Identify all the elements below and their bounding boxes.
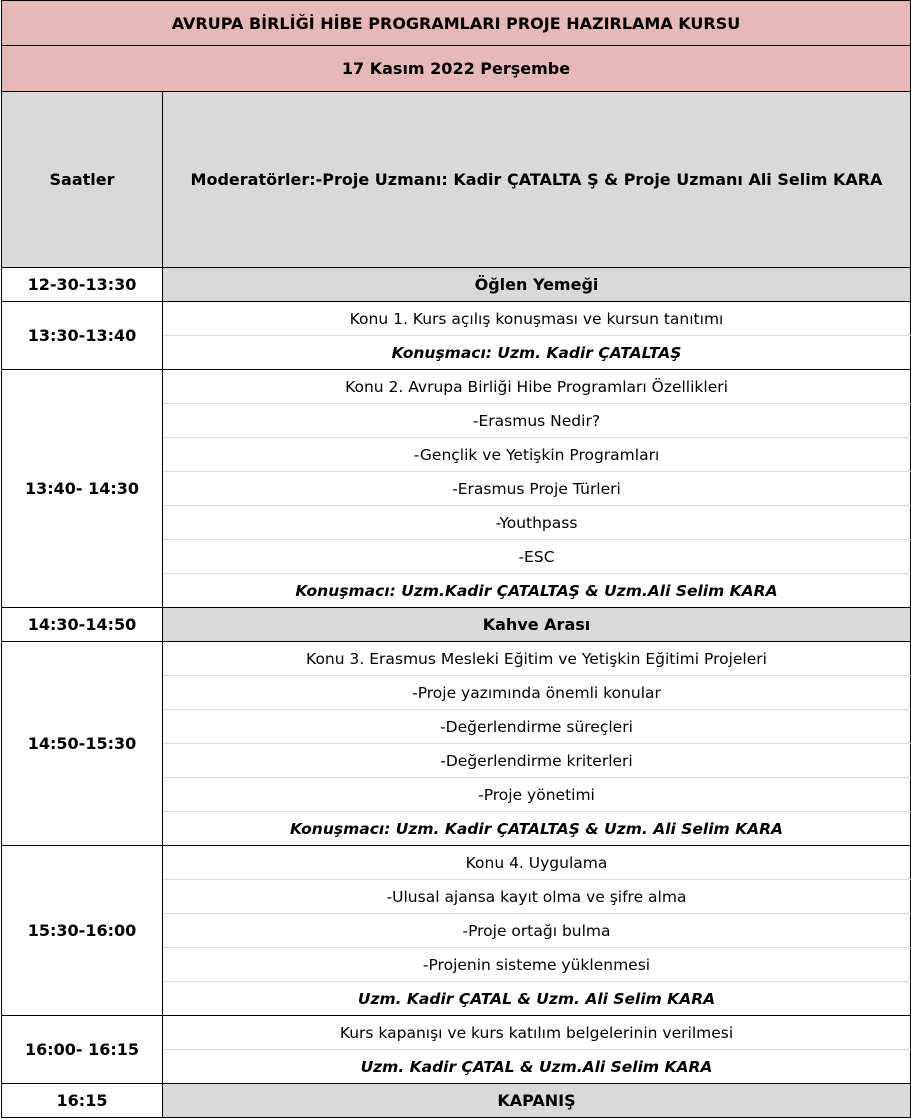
lunch-label: Öğlen Yemeği: [163, 268, 911, 302]
topic-item: -Erasmus Proje Türleri: [163, 472, 911, 506]
session1-time: 13:30-13:40: [2, 302, 163, 370]
topic-item: -Youthpass: [163, 506, 911, 540]
session4-time: 15:30-16:00: [2, 846, 163, 1016]
lunch-time: 12-30-13:30: [2, 268, 163, 302]
session1-speaker: Konuşmacı: Uzm. Kadir ÇATALTAŞ: [163, 336, 911, 370]
topic-item: Konu 1. Kurs açılış konuşması ve kursun tanıtımı: [163, 302, 911, 336]
topic-item: -Proje yazımında önemli konular: [163, 676, 911, 710]
topic-item: -Proje ortağı bulma: [163, 914, 911, 948]
topic-item: -Değerlendirme kriterleri: [163, 744, 911, 778]
closing-time: 16:15: [2, 1084, 163, 1118]
topic-item: -Proje yönetimi: [163, 778, 911, 812]
topic-item: -Gençlik ve Yetişkin Programları: [163, 438, 911, 472]
session4-speaker: Uzm. Kadir ÇATAL & Uzm. Ali Selim KARA: [163, 982, 911, 1016]
coffee-label: Kahve Arası: [163, 608, 911, 642]
topic-item: Kurs kapanışı ve kurs katılım belgelerinin verilmesi: [163, 1016, 911, 1050]
closing-label: KAPANIŞ: [163, 1084, 911, 1118]
topic-item: -Projenin sisteme yüklenmesi: [163, 948, 911, 982]
moderators-header: Moderatörler:-Proje Uzmanı: Kadir ÇATALTA Ş & Proje Uzmanı Ali Selim KARA: [163, 92, 911, 268]
topic-item: Konu 4. Uygulama: [163, 846, 911, 880]
topic-item: -ESC: [163, 540, 911, 574]
course-date: 17 Kasım 2022 Perşembe: [2, 46, 911, 92]
topic-item: -Değerlendirme süreçleri: [163, 710, 911, 744]
session2-speaker: Konuşmacı: Uzm.Kadir ÇATALTAŞ & Uzm.Ali Selim KARA: [163, 574, 911, 608]
hours-header: Saatler: [2, 92, 163, 268]
topic-item: -Ulusal ajansa kayıt olma ve şifre alma: [163, 880, 911, 914]
course-title: AVRUPA BİRLİĞİ HİBE PROGRAMLARI PROJE HAZIRLAMA KURSU: [2, 1, 911, 46]
topic-item: Konu 2. Avrupa Birliği Hibe Programları Özellikleri: [163, 370, 911, 404]
session3-time: 14:50-15:30: [2, 642, 163, 846]
coffee-time: 14:30-14:50: [2, 608, 163, 642]
session5-speaker: Uzm. Kadir ÇATAL & Uzm.Ali Selim KARA: [163, 1050, 911, 1084]
session2-time: 13:40- 14:30: [2, 370, 163, 608]
session5-time: 16:00- 16:15: [2, 1016, 163, 1084]
session3-speaker: Konuşmacı: Uzm. Kadir ÇATALTAŞ & Uzm. Ali Selim KARA: [163, 812, 911, 846]
topic-item: Konu 3. Erasmus Mesleki Eğitim ve Yetişkin Eğitimi Projeleri: [163, 642, 911, 676]
topic-item: -Erasmus Nedir?: [163, 404, 911, 438]
schedule-table: [1, 0, 911, 1118]
